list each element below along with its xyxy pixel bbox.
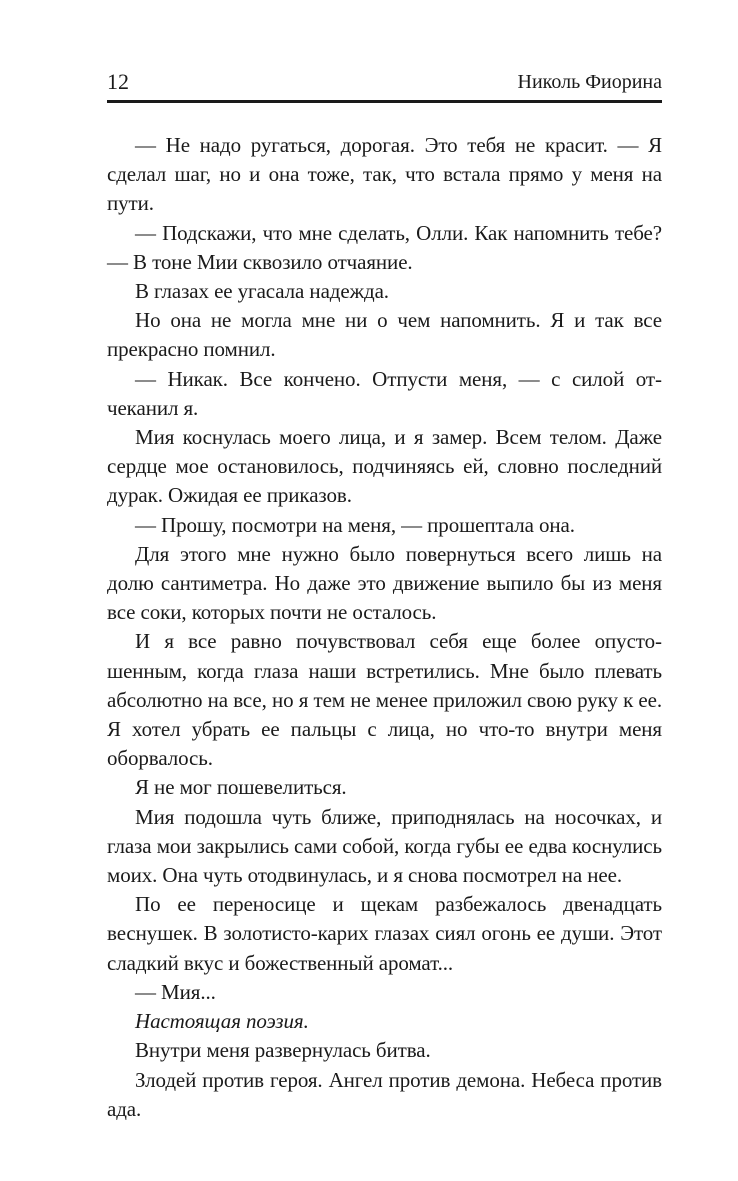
paragraph: Мия подошла чуть ближе, приподнялась на носочках, и глаза мои закрылись сами собой, когда губы ее едва коснулись моих. Она чуть отодвинулась, и я снова посмотрел на нее. [107, 804, 662, 888]
paragraph: По ее переносице и щекам разбежалось двенадцать веснушек. В золотисто-карих глазах сиял огонь ее души. Этот сладкий вкус и божественный аромат... [107, 892, 662, 975]
paragraph: — Мия... [135, 979, 216, 1004]
paragraph: В глазах ее угасала надежда. [135, 279, 389, 304]
paragraph: И я все равно почувствовал себя еще более опустошенным, когда глаза наши встретились. Мне было плевать абсолютно на все, но я тем не менее приложил свою руку к ее. Я хотел убрать ее пальцы с лица, но что-то внутри меня оборвалось. [107, 629, 662, 771]
body-text [107, 131, 662, 1124]
paragraph: Но она не могла мне ни о чем напомнить. Я и так все прекрасно помнил. [107, 308, 662, 362]
paragraph: — Никак. Все кончено. Отпусти меня, — с силой отчеканил я. [107, 366, 662, 420]
paragraph: Мия коснулась моего лица, и я замер. Всем телом. Даже сердце мое остановилось, подчиняясь ей, словно последний дурак. Ожидая ее приказов. [107, 425, 662, 508]
page-number: 12 [107, 69, 129, 94]
paragraph: — Не надо ругаться, дорогая. Это тебя не красит. — Я сделал шаг, но и она тоже, так, что встала прямо у меня на пути. [107, 133, 662, 216]
paragraph: — Прошу, посмотри на меня, — прошептала она. [135, 512, 575, 537]
paragraph-italic: Настоящая поэзия. [135, 1009, 309, 1034]
paragraph: Я не мог пошевелиться. [135, 775, 347, 800]
paragraph: Внутри меня развернулась битва. [135, 1038, 431, 1063]
paragraph: — Подскажи, что мне сделать, Олли. Как напомнить тебе? — В тоне Мии сквозило отчаяние. [107, 220, 662, 274]
paragraph: Злодей против героя. Ангел против демона. Небеса против ада. [107, 1067, 662, 1121]
paragraph: Для этого мне нужно было повернуться всего лишь на долю сантиметра. Но даже это движение выпило бы из меня все соки, которых почти не осталось. [107, 541, 662, 625]
running-head-author: Николь Фиорина [517, 71, 662, 93]
page-header [107, 70, 662, 103]
